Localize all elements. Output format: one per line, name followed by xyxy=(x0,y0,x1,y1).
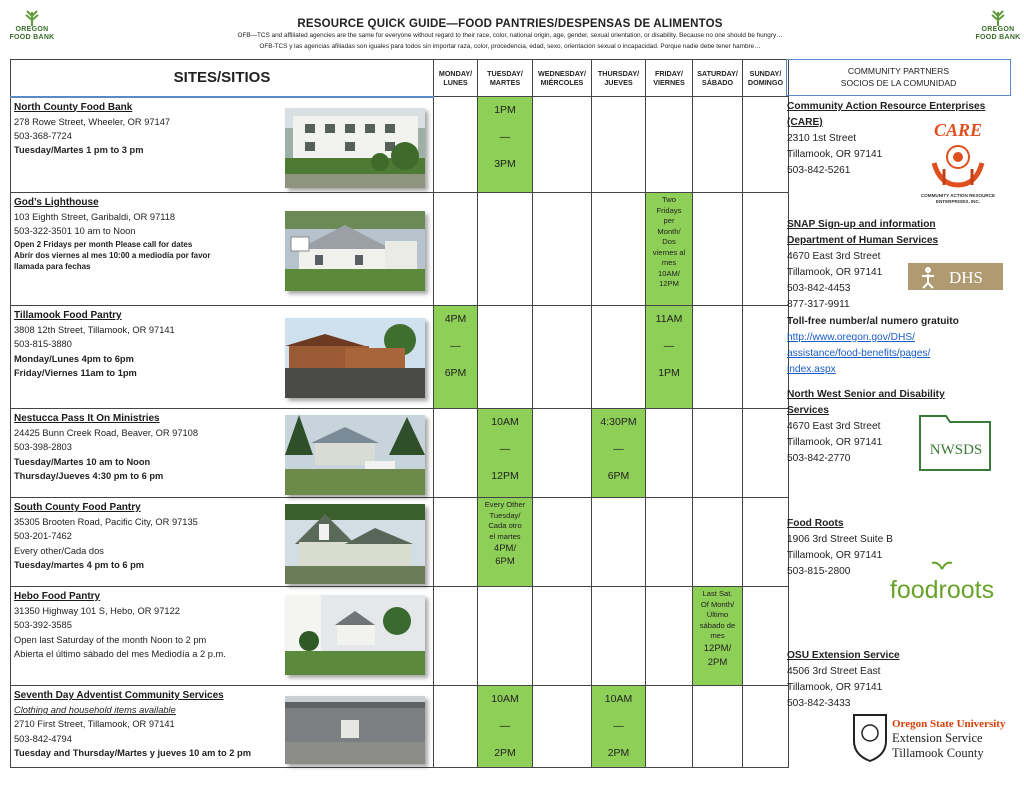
partner-osu xyxy=(787,648,1012,712)
partner-name: Services xyxy=(787,405,829,417)
day-cell xyxy=(592,587,646,686)
site-cell xyxy=(11,409,434,498)
day-header-mon: MONDAY/ LUNES xyxy=(434,60,478,97)
tollfree-label: Toll-free number/al numero gratuito xyxy=(787,315,959,327)
site-phone: 503-322-3501 10 am to Noon xyxy=(14,226,136,237)
svg-text:Tillamook County: Tillamook County xyxy=(892,746,984,760)
site-cell xyxy=(11,97,434,193)
site-cell xyxy=(11,193,434,306)
site-cell xyxy=(11,686,434,768)
site-name: South County Food Pantry xyxy=(14,502,141,513)
partner-dhs xyxy=(787,217,1012,378)
table-row xyxy=(11,409,789,498)
site-name: Tillamook Food Pantry xyxy=(14,310,122,321)
site-phone: 503-392-3585 xyxy=(14,620,72,631)
sites-header: SITES/SITIOS xyxy=(11,60,434,97)
svg-text:ENTERPRISES, INC.: ENTERPRISES, INC. xyxy=(935,199,981,204)
partner-address: 4506 3rd Street East xyxy=(787,666,881,678)
day-cell xyxy=(478,306,533,409)
site-address: 31350 Highway 101 S, Hebo, OR 97122 xyxy=(14,606,180,617)
hours-cell: 11AM — 1PM xyxy=(646,306,693,409)
partner-address: 4670 East 3rd Street xyxy=(787,251,881,263)
site-cell xyxy=(11,587,434,686)
dhs-logo xyxy=(908,263,1003,290)
day-cell xyxy=(743,587,789,686)
partner-phone: 503-815-2800 xyxy=(787,566,851,578)
site-hours: Tuesday and Thursday/Martes y jueves 10 am to 2 pm xyxy=(14,747,251,758)
site-address: 278 Rowe Street, Wheeler, OR 97147 xyxy=(14,116,171,127)
site-hours: Tuesday/Martes 10 am to Noon xyxy=(14,456,151,467)
partner-name: Community Action Resource Enterprises xyxy=(787,101,986,112)
site-hours: Friday/Viernes 11am to 1pm xyxy=(14,367,137,378)
nondiscrimination-english: OFB—TCS and affiliated agencies are the same for everyone without regard to their race, color, national origin, age, gender, sexual orientation, or disability. Because no one should be hungry… xyxy=(237,32,783,39)
partner-phone: 503-842-3433 xyxy=(787,698,851,710)
partner-name: (CARE) xyxy=(787,117,823,129)
table-row xyxy=(11,587,789,686)
osu-extension-logo xyxy=(850,711,1010,763)
day-cell xyxy=(434,193,478,306)
site-name: North County Food Bank xyxy=(14,101,133,113)
partner-address: 1906 3rd Street Suite B xyxy=(787,534,893,546)
day-cell xyxy=(743,193,789,306)
page-header xyxy=(70,18,950,51)
day-cell xyxy=(478,193,533,306)
table-row xyxy=(11,97,789,193)
day-header-sat: SATURDAY/ SÁBADO xyxy=(693,60,743,97)
site-cell xyxy=(11,306,434,409)
partner-phone: 503-842-5261 xyxy=(787,165,851,177)
day-cell xyxy=(646,97,693,193)
site-name: Hebo Food Pantry xyxy=(14,591,101,602)
hours-cell: 4:30PM — 6PM xyxy=(592,409,646,498)
svg-text:NWSDS: NWSDS xyxy=(929,442,983,458)
care-logo xyxy=(920,119,996,205)
svg-text:foodroots: foodroots xyxy=(889,576,995,604)
site-subtitle: Clothing and household items available xyxy=(14,705,176,716)
site-hours: Monday/Lunes 4pm to 6pm xyxy=(14,353,134,364)
site-address: 103 Eighth Street, Garibaldi, OR 97118 xyxy=(14,212,176,223)
day-cell xyxy=(434,97,478,193)
hours-cell: 10AM — 2PM xyxy=(478,686,533,768)
day-cell xyxy=(693,193,743,306)
site-note: llamada para fechas xyxy=(14,261,91,271)
oregon-food-bank-logo-left xyxy=(2,8,62,42)
site-note: Open 2 Fridays per month Please call for dates xyxy=(14,239,193,249)
day-cell xyxy=(743,409,789,498)
logo-line1: OREGON xyxy=(15,26,49,33)
day-cell xyxy=(533,498,592,587)
svg-text:Oregon State University: Oregon State University xyxy=(892,718,1006,730)
svg-text:Extension Service: Extension Service xyxy=(892,731,983,745)
day-cell xyxy=(646,409,693,498)
partner-name: North West Senior and Disability xyxy=(787,389,945,400)
site-note: Abrír dos viernes al mes 10:00 a mediodía por favor xyxy=(14,250,211,260)
site-hours-es: Abierta el último sábado del mes Mediodía a 2 p.m. xyxy=(14,648,226,659)
site-phone: 503-815-3880 xyxy=(14,339,72,350)
hours-cell: 1PM — 3PM xyxy=(478,97,533,193)
day-header-thu: THURSDAY/ JUEVES xyxy=(592,60,646,97)
logo-line2: FOOD BANK xyxy=(975,34,1021,41)
svg-text:DHS: DHS xyxy=(948,268,984,287)
day-cell xyxy=(478,587,533,686)
foodroots-logo xyxy=(872,559,1012,607)
site-name: Seventh Day Adventist Community Services xyxy=(14,690,224,701)
partner-city: Tillamook, OR 97141 xyxy=(787,550,883,562)
table-row xyxy=(11,686,789,768)
day-cell xyxy=(743,686,789,768)
site-photo xyxy=(285,318,425,398)
hours-cell: 10AM — 12PM xyxy=(478,409,533,498)
table-header-row xyxy=(11,60,789,97)
nwsds-logo xyxy=(916,412,994,474)
partner-phone-tollfree: 877-317-9911 xyxy=(787,299,850,311)
site-hours: Tuesday/Martes 1 pm to 3 pm xyxy=(14,145,144,156)
community-partners xyxy=(786,59,1011,760)
day-cell xyxy=(533,193,592,306)
day-cell xyxy=(646,587,693,686)
site-address: 2710 First Street, Tillamook, OR 97141 xyxy=(14,719,175,730)
hours-cell: Every Other Tuesday/ Cada otro el martes 4PM/ 6PM xyxy=(478,498,533,587)
page-title: RESOURCE QUICK GUIDE—FOOD PANTRIES/DESPENSAS DE ALIMENTOS xyxy=(297,18,723,30)
day-cell xyxy=(592,306,646,409)
site-address: 35305 Brooten Road, Pacific City, OR 97135 xyxy=(14,517,198,528)
day-cell xyxy=(533,97,592,193)
site-phone: 503-368-7724 xyxy=(14,130,72,141)
partner-name: Department of Human Services xyxy=(787,235,939,247)
schedule-table xyxy=(10,59,789,768)
day-cell xyxy=(646,498,693,587)
day-cell xyxy=(693,409,743,498)
day-cell xyxy=(533,409,592,498)
day-header-wed: WEDNESDAY/ MIÉRCOLES xyxy=(533,60,592,97)
table-row xyxy=(11,193,789,306)
svg-text:COMMUNITY ACTION RESOURCE: COMMUNITY ACTION RESOURCE xyxy=(920,193,996,198)
day-cell xyxy=(592,97,646,193)
hours-cell: 4PM — 6PM xyxy=(434,306,478,409)
site-photo xyxy=(285,211,425,291)
partner-city: Tillamook, OR 97141 xyxy=(787,682,883,694)
partner-city: Tillamook, OR 97141 xyxy=(787,267,883,279)
day-cell xyxy=(434,498,478,587)
partner-phone: 503-842-4453 xyxy=(787,283,851,295)
site-address: 24425 Bunn Creek Road, Beaver, OR 97108 xyxy=(14,428,198,439)
site-photo xyxy=(285,415,425,495)
hours-cell: 10AM — 2PM xyxy=(592,686,646,768)
day-cell xyxy=(533,686,592,768)
partner-city: Tillamook, OR 97141 xyxy=(787,437,883,449)
nondiscrimination-spanish: OFB-TCS y las agencias afiliadas son iguales para todos sin importar raza, color, procedencia, edad, sexo, orientación sexual o incapacidad. Porque nadie debe tener hambre… xyxy=(259,42,761,50)
hours-cell: Two Fridays per Month/ Dos viernes al mes 10AM/ 12PM xyxy=(646,193,693,306)
day-cell xyxy=(592,498,646,587)
svg-text:CARE: CARE xyxy=(933,120,983,140)
hours-cell: Last Sat. Of Month/ Último sábado de mes 12PM/ 2PM xyxy=(693,587,743,686)
site-name: God’s Lighthouse xyxy=(14,197,99,208)
day-cell xyxy=(533,587,592,686)
oregon-food-bank-logo-right xyxy=(968,8,1024,42)
day-cell xyxy=(743,97,789,193)
partner-address: 2310 1st Street xyxy=(787,133,857,145)
table-row xyxy=(11,498,789,587)
site-photo xyxy=(285,504,425,584)
day-cell xyxy=(434,409,478,498)
logo-line1: OREGON xyxy=(981,26,1015,33)
day-cell xyxy=(693,498,743,587)
partner-name: Food Roots xyxy=(787,518,844,529)
logo-line2: FOOD BANK xyxy=(9,34,55,41)
site-phone: 503-842-4794 xyxy=(14,733,72,744)
site-hours: Thursday/Jueves 4:30 pm to 6 pm xyxy=(14,470,164,481)
partner-name: OSU Extension Service xyxy=(787,650,900,661)
partner-name: SNAP Sign-up and information xyxy=(787,219,936,230)
site-photo xyxy=(285,696,425,764)
day-cell xyxy=(434,587,478,686)
day-cell xyxy=(743,498,789,587)
partner-phone: 503-842-2770 xyxy=(787,453,851,465)
dhs-link[interactable]: http://www.oregon.gov/DHS/ assistance/food-benefits/pages/ index.aspx xyxy=(787,331,931,375)
site-hours: Open last Saturday of the month Noon to 2 pm xyxy=(14,634,207,645)
site-name: Nestucca Pass It On Ministries xyxy=(14,413,160,424)
partner-city: Tillamook, OR 97141 xyxy=(787,149,883,161)
site-photo xyxy=(285,108,425,188)
day-cell xyxy=(533,306,592,409)
day-cell xyxy=(693,97,743,193)
day-cell xyxy=(693,306,743,409)
site-address: 3808 12th Street, Tillamook, OR 97141 xyxy=(14,325,175,336)
day-cell xyxy=(592,193,646,306)
site-phone: 503-201-7462 xyxy=(14,531,72,542)
site-frequency: Every other/Cada dos xyxy=(14,545,104,556)
partners-header: COMMUNITY PARTNERS SOCIOS DE LA COMUNIDAD xyxy=(786,59,1011,96)
wheat-icon xyxy=(20,8,44,26)
day-cell xyxy=(646,686,693,768)
site-phone: 503-398-2803 xyxy=(14,442,72,453)
day-header-fri: FRIDAY/ VIERNES xyxy=(646,60,693,97)
wheat-icon xyxy=(986,8,1010,26)
day-header-tue: TUESDAY/ MARTES xyxy=(478,60,533,97)
site-photo xyxy=(285,595,425,675)
partner-address: 4670 East 3rd Street xyxy=(787,421,881,433)
day-cell xyxy=(693,686,743,768)
day-header-sun: SUNDAY/ DOMINGO xyxy=(743,60,789,97)
day-cell xyxy=(434,686,478,768)
site-cell xyxy=(11,498,434,587)
day-cell xyxy=(743,306,789,409)
table-row xyxy=(11,306,789,409)
site-hours: Tuesday/martes 4 pm to 6 pm xyxy=(14,559,145,570)
